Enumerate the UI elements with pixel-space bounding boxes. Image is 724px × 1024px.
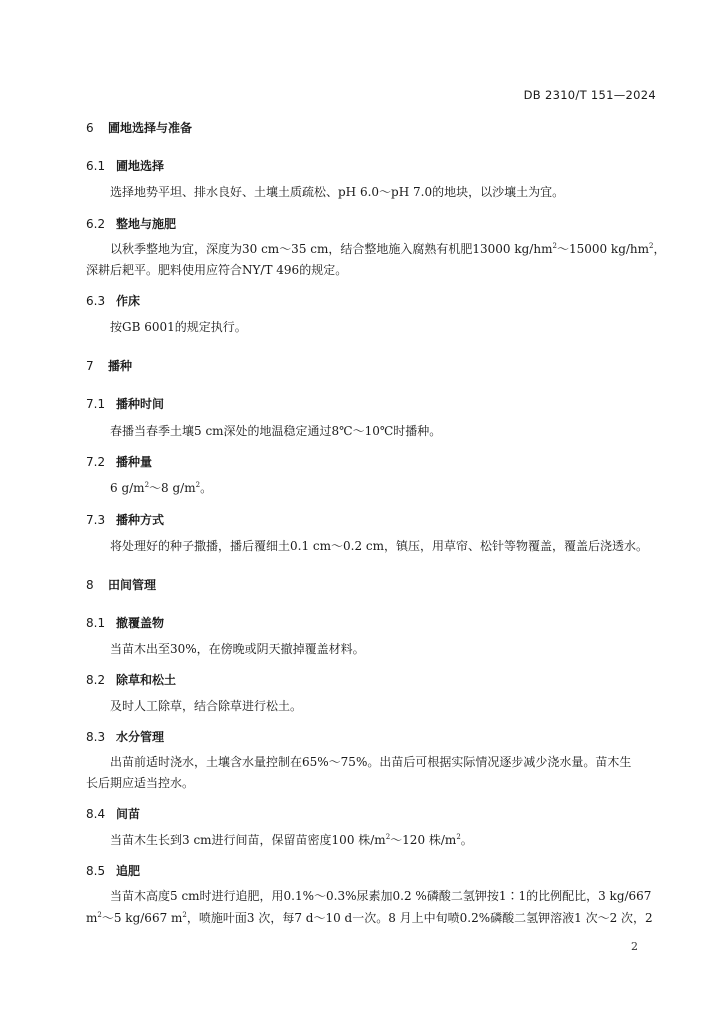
section-title: 除草和松土 [116, 673, 177, 687]
section-title: 圃地选择与准备 [108, 121, 193, 135]
superscript: 2 [144, 481, 150, 489]
section-7-2-heading [86, 453, 152, 470]
text-fragment: 以秋季整地为宜，深度为30 cm～35 cm，结合整地施入腐熟有机肥13000 kg/hm [110, 242, 553, 256]
text-fragment: ， [653, 242, 666, 256]
section-title: 田间管理 [108, 578, 157, 592]
section-number: 8.3 [86, 730, 106, 744]
section-number: 6 [86, 121, 94, 135]
section-number: 6.1 [86, 159, 106, 173]
section-number: 8.1 [86, 616, 106, 630]
section-7-1-text: 春播当春季土壤5 cm深处的地温稳定通过8℃～10℃时播种。 [110, 424, 442, 438]
section-title: 播种 [108, 359, 133, 373]
section-6-2-text-line1 [86, 238, 666, 260]
section-7-3-text: 将处理好的种子撒播，播后覆细土0.1 cm～0.2 cm，镇压，用草帘、松针等物覆盖，覆盖后浇透水。 [110, 539, 648, 553]
section-number: 7.2 [86, 455, 106, 469]
section-title: 撤覆盖物 [116, 616, 165, 630]
section-number: 8.2 [86, 673, 106, 687]
section-title: 水分管理 [116, 730, 165, 744]
text-fragment: ～5 kg/667 m [101, 911, 183, 925]
text-fragment: 。 [460, 833, 473, 847]
section-7-3-heading [86, 511, 164, 528]
section-number: 8 [86, 578, 94, 592]
section-6-3-heading [86, 292, 140, 309]
section-6-2-heading [86, 215, 176, 232]
superscript: 2 [195, 481, 201, 489]
section-7-heading [86, 357, 132, 374]
section-8-1-heading [86, 614, 164, 631]
section-8-3-heading [86, 728, 164, 745]
text-fragment: ～15000 kg/hm [556, 242, 650, 256]
section-8-4-heading [86, 805, 140, 822]
superscript: 2 [182, 911, 187, 919]
section-number: 7 [86, 359, 94, 373]
section-8-5-text-line2 [86, 907, 658, 929]
section-8-1-text: 当苗木出至30%，在傍晚或阴天撤掉覆盖材料。 [110, 642, 365, 656]
section-number: 7.1 [86, 397, 106, 411]
section-title: 播种方式 [116, 513, 165, 527]
section-8-heading [86, 576, 156, 593]
section-number: 8.5 [86, 864, 106, 878]
section-number: 8.4 [86, 807, 106, 821]
page-number: 2 [631, 940, 638, 953]
section-8-4-text [86, 829, 658, 851]
section-number: 6.3 [86, 294, 106, 308]
superscript: 2 [456, 833, 461, 841]
section-title: 圃地选择 [116, 159, 165, 173]
section-6-2-text-line2: 深耕后耙平。肥料使用应符合NY/T 496的规定。 [86, 263, 348, 277]
section-8-2-text: 及时人工除草，结合除草进行松土。 [110, 699, 303, 713]
section-title: 作床 [116, 294, 141, 308]
superscript: 2 [552, 242, 557, 250]
section-8-3-text-line1: 出苗前适时浇水，土壤含水量控制在65%～75%。出苗后可根据实际情况逐步减少浇水量。苗木生 [110, 755, 632, 769]
superscript: 2 [385, 833, 391, 841]
section-number: 6.2 [86, 217, 106, 231]
section-8-5-text-line1: 当苗木高度5 cm时进行追肥，用0.1%～0.3%尿素加0.2 %磷酸二氢钾按1∶1的比例配比，3 kg/667 [110, 889, 652, 903]
section-6-3-text: 按GB 6001的规定执行。 [110, 320, 247, 334]
section-title: 间苗 [116, 807, 141, 821]
section-number: 7.3 [86, 513, 106, 527]
standard-code: DB 2310/T 151—2024 [523, 88, 656, 102]
text-fragment: ～8 g/m [149, 481, 196, 495]
section-title: 播种量 [116, 455, 153, 469]
text-fragment: 6 g/m [110, 481, 145, 495]
section-8-3-text-line2: 长后期应适当控水。 [86, 776, 195, 790]
section-6-1-heading [86, 157, 164, 174]
text-fragment: ～120 株/m [390, 833, 457, 847]
section-8-2-heading [86, 671, 176, 688]
section-8-5-heading [86, 862, 140, 879]
text-fragment: 。 [200, 481, 213, 495]
section-title: 整地与施肥 [116, 217, 177, 231]
section-6-1-text: 选择地势平坦、排水良好、土壤土质疏松、pH 6.0～pH 7.0的地块，以沙壤土为宜。 [110, 185, 565, 199]
section-title: 播种时间 [116, 397, 165, 411]
section-6-heading [86, 119, 192, 136]
section-title: 追肥 [116, 864, 141, 878]
section-7-1-heading [86, 395, 164, 412]
text-fragment: ，喷施叶面3 次，每7 d～10 d一次。8 月上中旬喷0.2%磷酸二氢钾溶液1 次～2 次，2 [186, 911, 653, 925]
section-7-2-text [86, 477, 658, 499]
superscript: 2 [97, 911, 102, 919]
superscript: 2 [649, 242, 654, 250]
text-fragment: m [86, 911, 98, 925]
text-fragment: 当苗木生长到3 cm进行间苗，保留苗密度100 株/m [110, 833, 386, 847]
